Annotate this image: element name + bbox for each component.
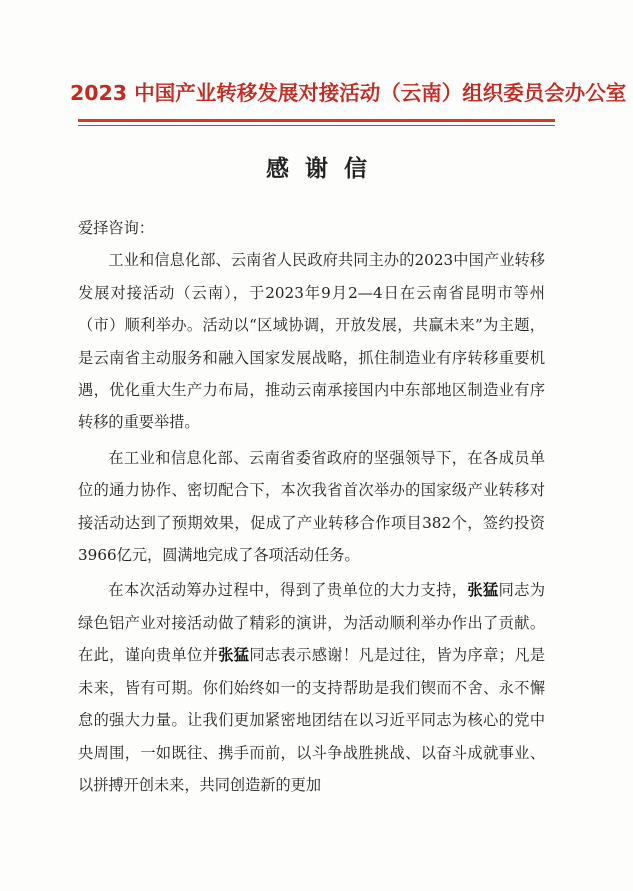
paragraph-3-part-3: 同志表示感谢！凡是过往，皆为序章；凡是未来，皆有可期。你们始终如一的支持帮助是我们锲而不舍、永不懈怠的强大力量。让我们更加紧密地团结在以习近平同志为核心的党中央周围，一如既往、携手而前，以斗争战胜挑战、以奋斗成就事业、以拼搏开创未来，共同创造新的更加 [78, 646, 546, 794]
paragraph-3-part-1: 在本次活动筹办过程中，得到了贵单位的大力支持， [108, 581, 468, 600]
paragraph-3 [78, 574, 545, 801]
letterhead-rule-thick [78, 119, 555, 122]
letter-body [78, 212, 545, 801]
letterhead-rule-thin [78, 125, 555, 126]
paragraph-1: 工业和信息化部、云南省人民政府共同主办的2023中国产业转移发展对接活动（云南），于2023年9月2—4日在云南省昆明市等州（市）顺利举办。活动以“区域协调，开放发展，共赢未来”为主题，是云南省主动服务和融入国家发展战略，抓住制造业有序转移重要机遇，优化重大生产力布局，推动云南承接国内中东部地区制造业有序转移的重要举措。 [78, 251, 545, 432]
recipient-name: 张猛 [467, 581, 499, 600]
paragraph-3-part-2: 同志为绿色铝产业对接活动做了精彩的演讲，为活动顺利举办作出了贡献。在此，谨向贵单位并 [78, 581, 546, 665]
paragraph-2: 在工业和信息化部、云南省委省政府的坚强领导下，在各成员单位的通力协作、密切配合下，本次我省首次举办的国家级产业转移对接活动达到了预期效果，促成了产业转移合作项目382个，签约投资3966亿元，圆满地完成了各项活动任务。 [78, 448, 545, 565]
document-title: 感谢信 [266, 155, 383, 182]
recipient-name-2: 张猛 [218, 646, 250, 665]
letterhead-title: 2023 中国产业转移发展对接活动（云南）组织委员会办公室 [70, 81, 627, 105]
salutation: 爱择咨询： [78, 219, 154, 237]
